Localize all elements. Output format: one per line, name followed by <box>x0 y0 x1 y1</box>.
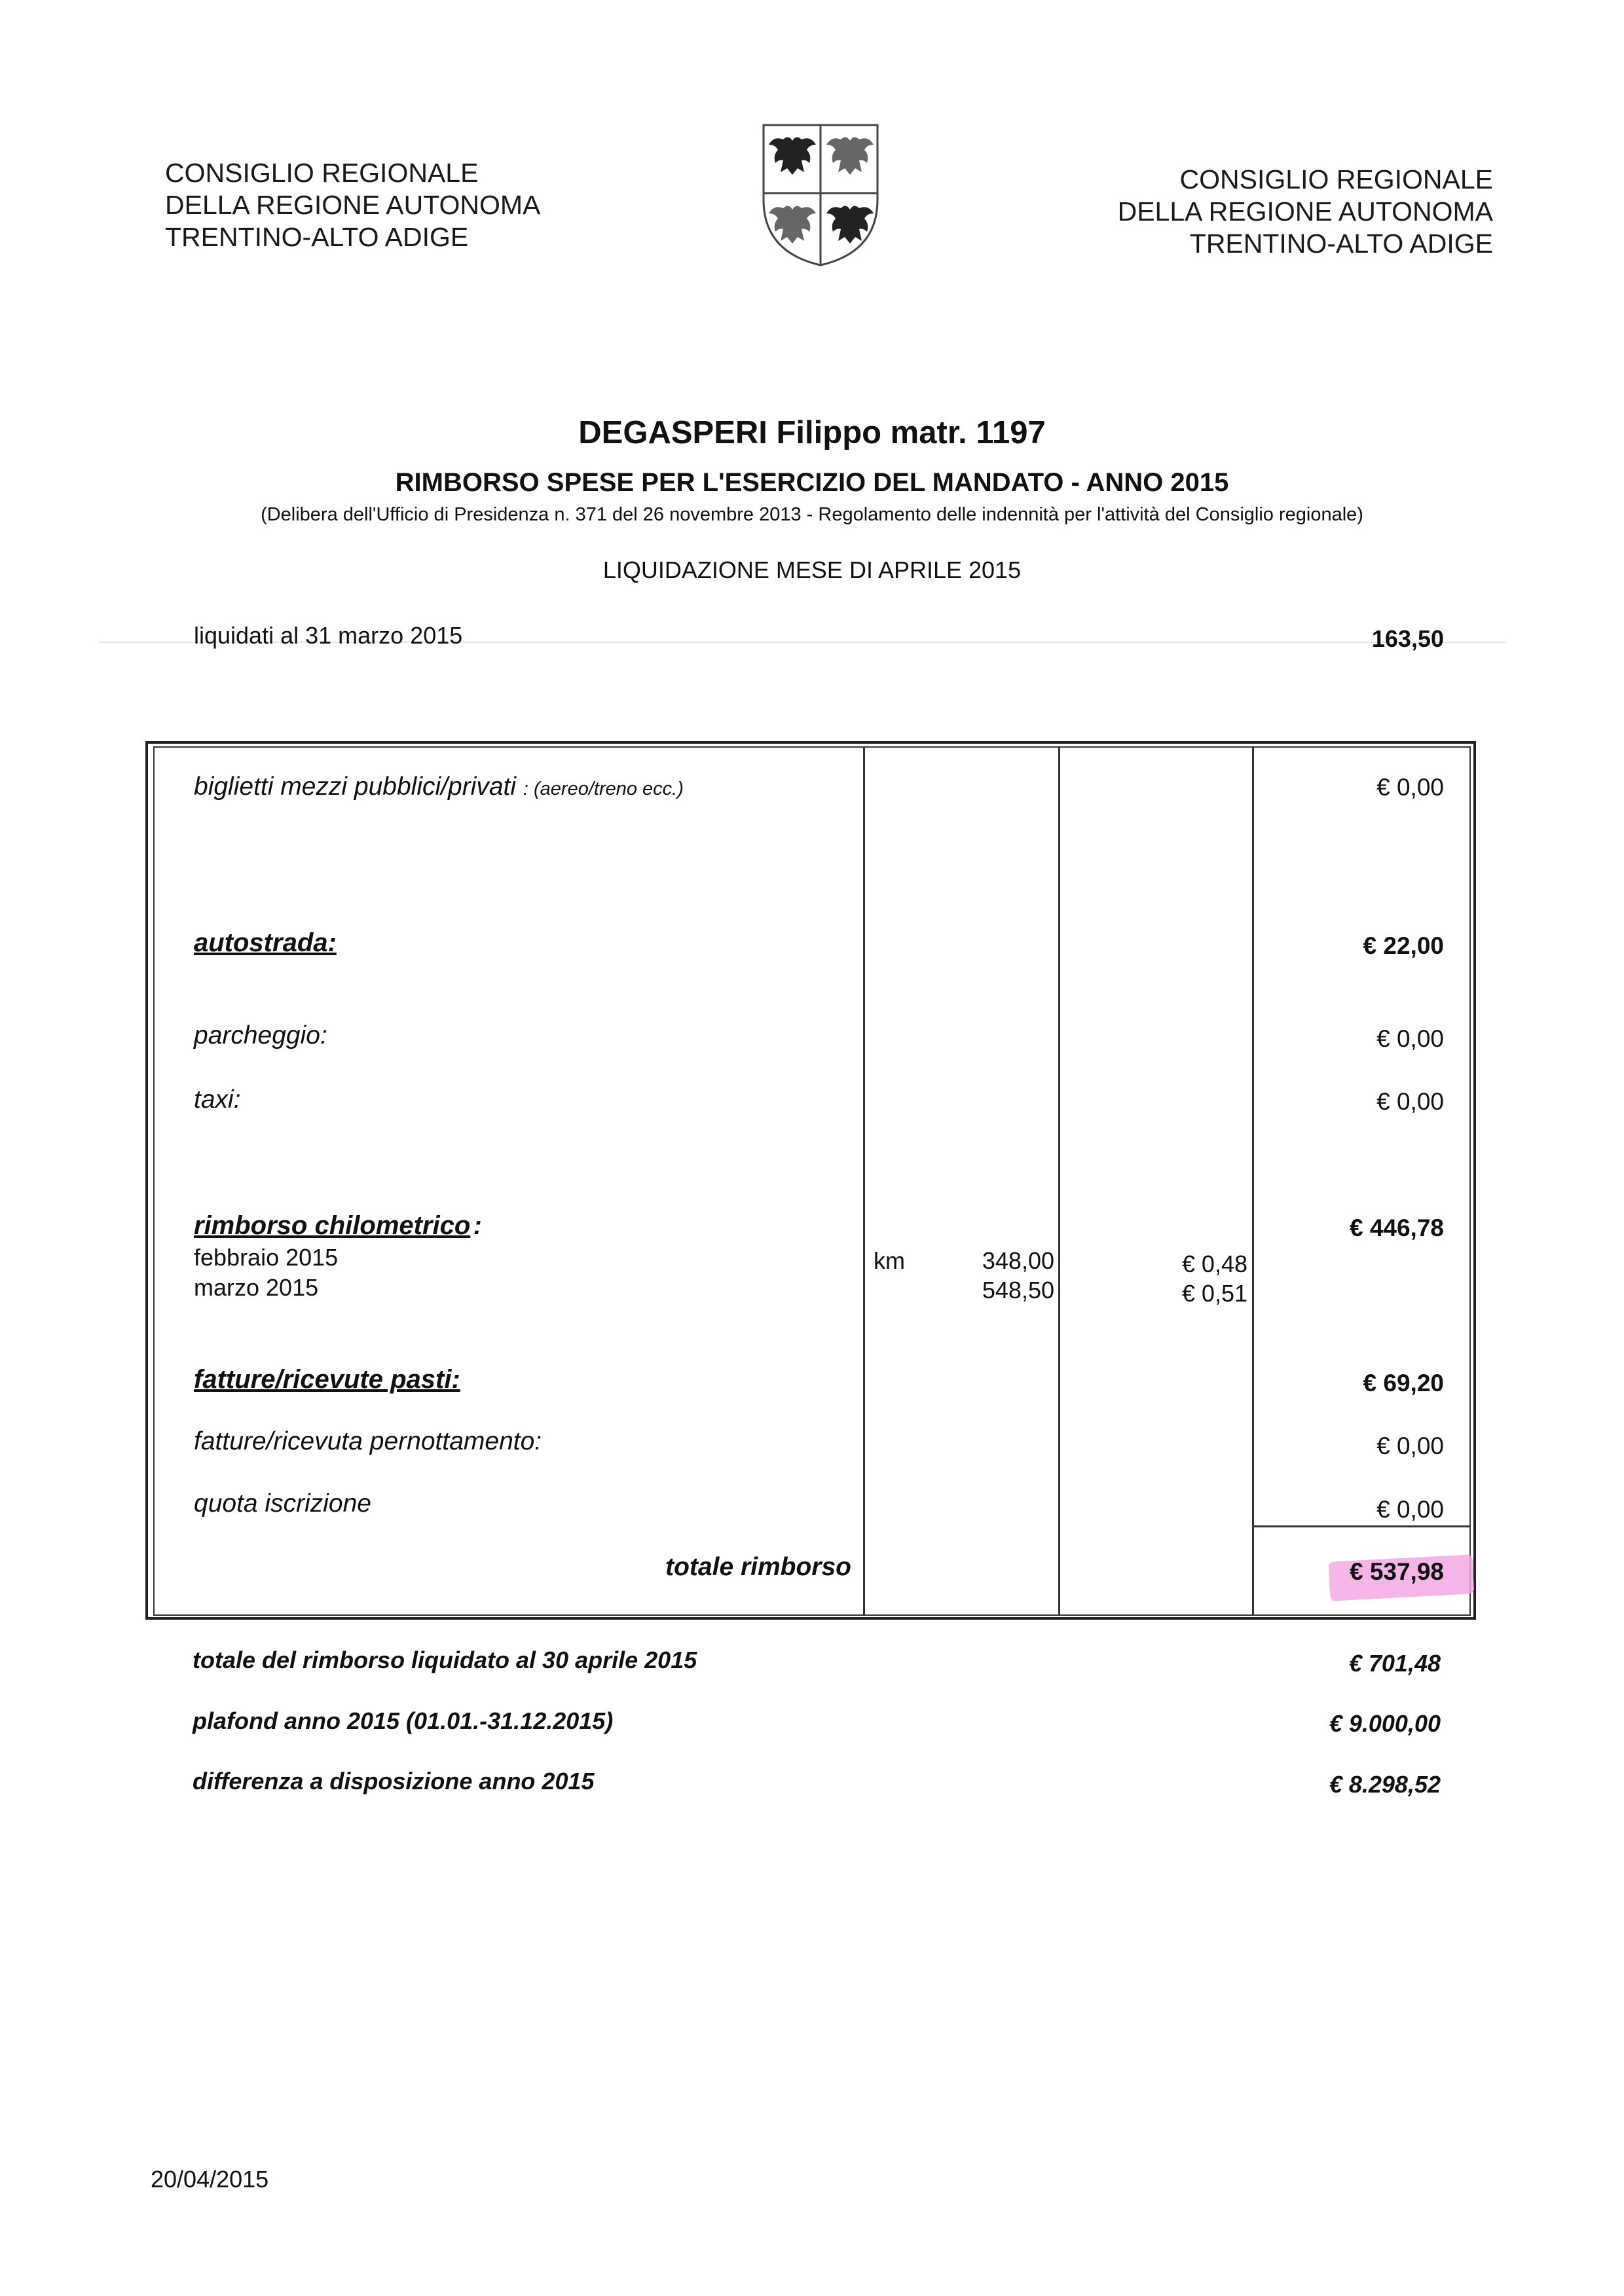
total-separator-line <box>1252 1525 1471 1527</box>
annual-ceiling-label: plafond anno 2015 (01.01.-31.12.2015) <box>193 1707 614 1734</box>
meals-value: € 69,20 <box>1363 1370 1444 1396</box>
councillor-name: DEGASPERI Filippo matr. 1197 <box>578 415 1046 450</box>
eagle-coat-of-arms-icon <box>758 121 883 268</box>
km-unit: km <box>874 1247 905 1274</box>
total-liquidated-label: totale del rimborso liquidato al 30 aprile 2015 <box>193 1647 697 1673</box>
header-right-institution <box>969 164 1493 260</box>
liquidation-month: LIQUIDAZIONE MESE DI APRILE 2015 <box>602 556 1022 583</box>
registration-fee-value: € 0,00 <box>1376 1496 1444 1523</box>
table-column-divider-3 <box>1252 746 1254 1616</box>
header-left-line-1: CONSIGLIO REGIONALE <box>165 158 479 188</box>
remaining-balance-value: € 8.298,52 <box>1329 1771 1441 1798</box>
km-reimbursement-value: € 446,78 <box>1349 1214 1444 1241</box>
parcheggio-label: parcheggio: <box>194 1021 327 1049</box>
delibera-reference: (Delibera dell'Ufficio di Presidenza n. 371 del 26 novembre 2013 - Regolamento delle indennità per l'attività del Consiglio regionale) <box>261 504 1363 525</box>
km-row-distance: 548,50 <box>982 1277 1054 1303</box>
biglietti-label-text: biglietti mezzi pubblici/privati <box>194 773 517 801</box>
previous-liquidation-value: 163,50 <box>1371 625 1444 652</box>
km-row-month: marzo 2015 <box>194 1274 319 1301</box>
table-column-divider-2 <box>1058 746 1060 1616</box>
biglietti-note: : (aereo/treno ecc.) <box>523 778 684 799</box>
expense-table <box>153 746 1471 1616</box>
biglietti-label <box>194 773 684 801</box>
km-reimbursement-label: rimborso chilometrico <box>194 1211 471 1240</box>
registration-fee-label: quota iscrizione <box>194 1489 371 1518</box>
lodging-value: € 0,00 <box>1376 1432 1444 1459</box>
total-liquidated-value: € 701,48 <box>1348 1650 1441 1677</box>
km-row-month: febbraio 2015 <box>194 1244 339 1271</box>
parcheggio-value: € 0,00 <box>1376 1025 1444 1052</box>
km-row-distance: 348,00 <box>982 1247 1054 1274</box>
document-date: 20/04/2015 <box>151 2166 269 2193</box>
meals-label: fatture/ricevute pasti: <box>194 1365 460 1394</box>
remaining-balance-label: differenza a disposizione anno 2015 <box>193 1768 595 1795</box>
autostrada-value: € 22,00 <box>1363 932 1444 959</box>
annual-ceiling-value: € 9.000,00 <box>1329 1710 1441 1737</box>
total-reimbursement-value: € 537,98 <box>1349 1558 1444 1585</box>
autostrada-label: autostrada: <box>194 928 337 957</box>
km-reimbursement-heading <box>194 1211 482 1241</box>
taxi-value: € 0,00 <box>1376 1088 1444 1115</box>
previous-liquidation-label: liquidati al 31 marzo 2015 <box>194 622 463 649</box>
document-subtitle: RIMBORSO SPESE PER L'ESERCIZIO DEL MANDATO - ANNO 2015 <box>395 468 1229 497</box>
header-right-line-1: CONSIGLIO REGIONALE <box>1179 164 1493 194</box>
header-right-line-2: DELLA REGIONE AUTONOMA <box>1117 196 1493 227</box>
header-left-line-3: TRENTINO-ALTO ADIGE <box>165 222 469 252</box>
km-row-rate: € 0,48 <box>1181 1250 1247 1277</box>
km-reimbursement-colon: : <box>473 1212 482 1240</box>
header-right-line-3: TRENTINO-ALTO ADIGE <box>1189 228 1493 259</box>
km-row-rate: € 0,51 <box>1181 1280 1247 1307</box>
biglietti-value: € 0,00 <box>1376 774 1444 801</box>
table-column-divider-1 <box>863 746 865 1616</box>
lodging-label: fatture/ricevuta pernottamento: <box>194 1427 542 1455</box>
taxi-label: taxi: <box>194 1085 241 1114</box>
header-left-institution <box>165 157 540 253</box>
total-reimbursement-label: totale rimborso <box>665 1553 851 1581</box>
header-left-line-2: DELLA REGIONE AUTONOMA <box>165 190 541 220</box>
